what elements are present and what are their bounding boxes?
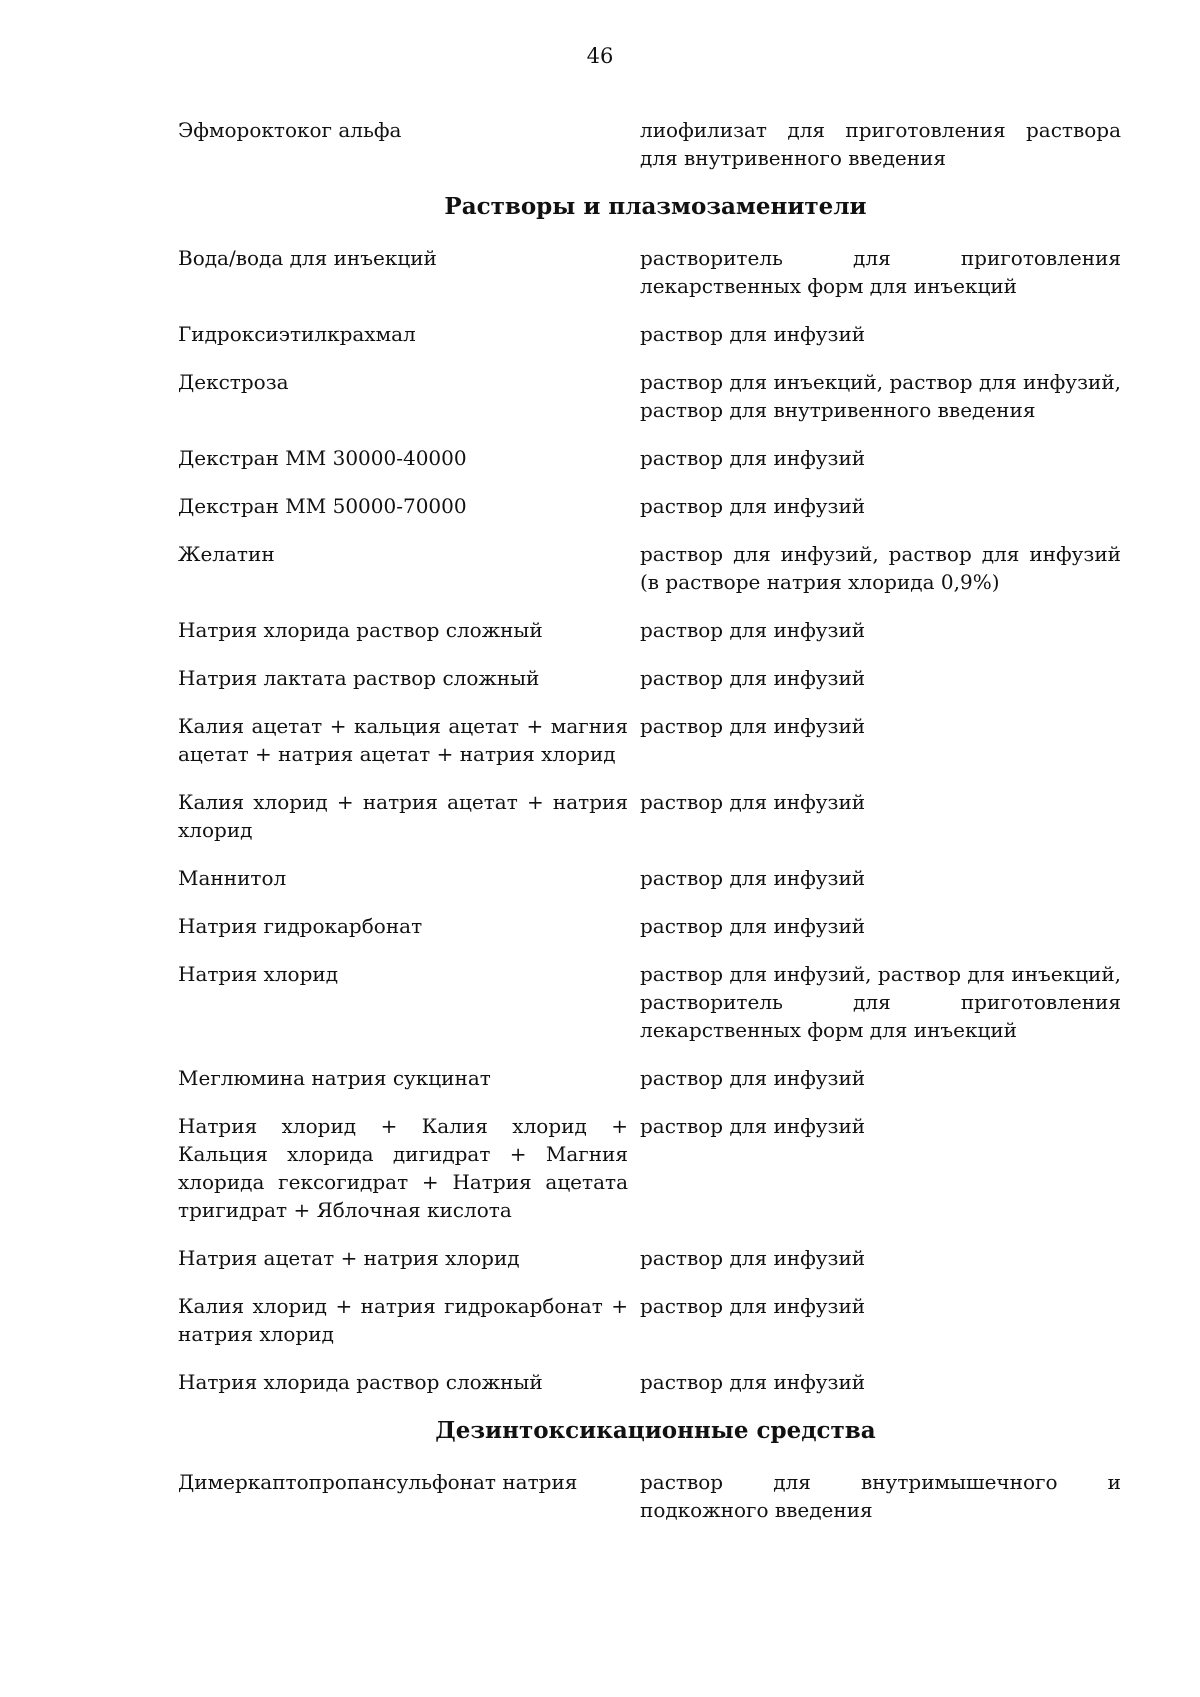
- drug-name: Калия хлорид + натрия ацетат + натрия хлорид: [178, 790, 628, 842]
- dosage-form: раствор для инфузий: [640, 322, 866, 346]
- section-solutions-rows: [178, 244, 1133, 1396]
- drug-name: Гидроксиэтилкрахмал: [178, 322, 416, 346]
- drug-name: Калия хлорид + натрия гидрокарбонат + натрия хлорид: [178, 1294, 628, 1346]
- dosage-form: лиофилизат для приготовления раствора для внутривенного введения: [640, 118, 1121, 170]
- drug-name: Желатин: [178, 542, 275, 566]
- dosage-form: раствор для инфузий: [640, 866, 866, 890]
- dosage-form: раствор для инфузий: [640, 1370, 866, 1394]
- table-row: [178, 864, 1133, 892]
- dosage-form: раствор для инфузий: [640, 1114, 866, 1138]
- drug-name: Натрия гидрокарбонат: [178, 914, 423, 938]
- table-row: [178, 960, 1133, 1044]
- drug-name: Декстран ММ 50000-70000: [178, 494, 467, 518]
- section-detox-rows: [178, 1468, 1133, 1524]
- table-row: [178, 1112, 1133, 1224]
- dosage-form: раствор для инфузий: [640, 790, 866, 814]
- dosage-form: раствор для внутримышечного и подкожного введения: [640, 1470, 1121, 1522]
- table-row: [178, 492, 1133, 520]
- dosage-form: раствор для инфузий: [640, 914, 866, 938]
- drug-name: Калия ацетат + кальция ацетат + магния ацетат + натрия ацетат + натрия хлорид: [178, 714, 628, 766]
- dosage-form: раствор для инфузий, раствор для инъекций, растворитель для приготовления лекарственных форм для инъекций: [640, 962, 1121, 1042]
- table-row: [178, 788, 1133, 844]
- table-row: [178, 368, 1133, 424]
- table-row: [178, 540, 1133, 596]
- table-row: [178, 912, 1133, 940]
- table-row: [178, 664, 1133, 692]
- dosage-form: раствор для инфузий: [640, 494, 866, 518]
- dosage-form: раствор для инфузий: [640, 666, 866, 690]
- table-row: [178, 320, 1133, 348]
- dosage-form: раствор для инфузий: [640, 714, 866, 738]
- table-row: [178, 712, 1133, 768]
- drug-name: Натрия хлорид: [178, 962, 339, 986]
- drug-name: Декстроза: [178, 370, 289, 394]
- drug-name: Вода/вода для инъекций: [178, 246, 437, 270]
- table-row: [178, 1064, 1133, 1092]
- drug-name: Димеркаптопропансульфонат натрия: [178, 1470, 578, 1494]
- section-heading-detox: Дезинтоксикационные средства: [435, 1417, 876, 1444]
- dosage-form: раствор для инфузий: [640, 1066, 866, 1090]
- drug-name: Натрия хлорида раствор сложный: [178, 618, 543, 642]
- table-row: [178, 1368, 1133, 1396]
- dosage-form: раствор для инфузий: [640, 1294, 866, 1318]
- dosage-form: растворитель для приготовления лекарственных форм для инъекций: [640, 246, 1121, 298]
- dosage-form: раствор для инфузий: [640, 618, 866, 642]
- drug-name: Натрия хлорид + Калия хлорид + Кальция хлорида дигидрат + Магния хлорида гексогидрат + Натрия ацетата тригидрат + Яблочная кислота: [178, 1114, 628, 1222]
- table-row: [178, 616, 1133, 644]
- dosage-form: раствор для инфузий: [640, 446, 866, 470]
- table-row: [178, 444, 1133, 472]
- drug-name: Меглюмина натрия сукцинат: [178, 1066, 491, 1090]
- drug-name: Маннитол: [178, 866, 287, 890]
- table-row: [178, 116, 1133, 172]
- table-row: [178, 1244, 1133, 1272]
- table-row: [178, 1468, 1133, 1524]
- drug-name: Декстран ММ 30000-40000: [178, 446, 467, 470]
- dosage-form: раствор для инфузий, раствор для инфузий (в растворе натрия хлорида 0,9%): [640, 542, 1121, 594]
- dosage-form: раствор для инъекций, раствор для инфузий, раствор для внутривенного введения: [640, 370, 1121, 422]
- table-row: [178, 244, 1133, 300]
- top-rows: [178, 116, 1133, 172]
- table-row: [178, 1292, 1133, 1348]
- section-heading-solutions: Растворы и плазмозаменители: [444, 193, 867, 220]
- document-body: [178, 116, 1133, 1544]
- dosage-form: раствор для инфузий: [640, 1246, 866, 1270]
- page-number: 46: [586, 44, 614, 68]
- drug-name: Натрия ацетат + натрия хлорид: [178, 1246, 520, 1270]
- drug-name: Натрия хлорида раствор сложный: [178, 1370, 543, 1394]
- drug-name: Эфмороктоког альфа: [178, 118, 402, 142]
- drug-name: Натрия лактата раствор сложный: [178, 666, 540, 690]
